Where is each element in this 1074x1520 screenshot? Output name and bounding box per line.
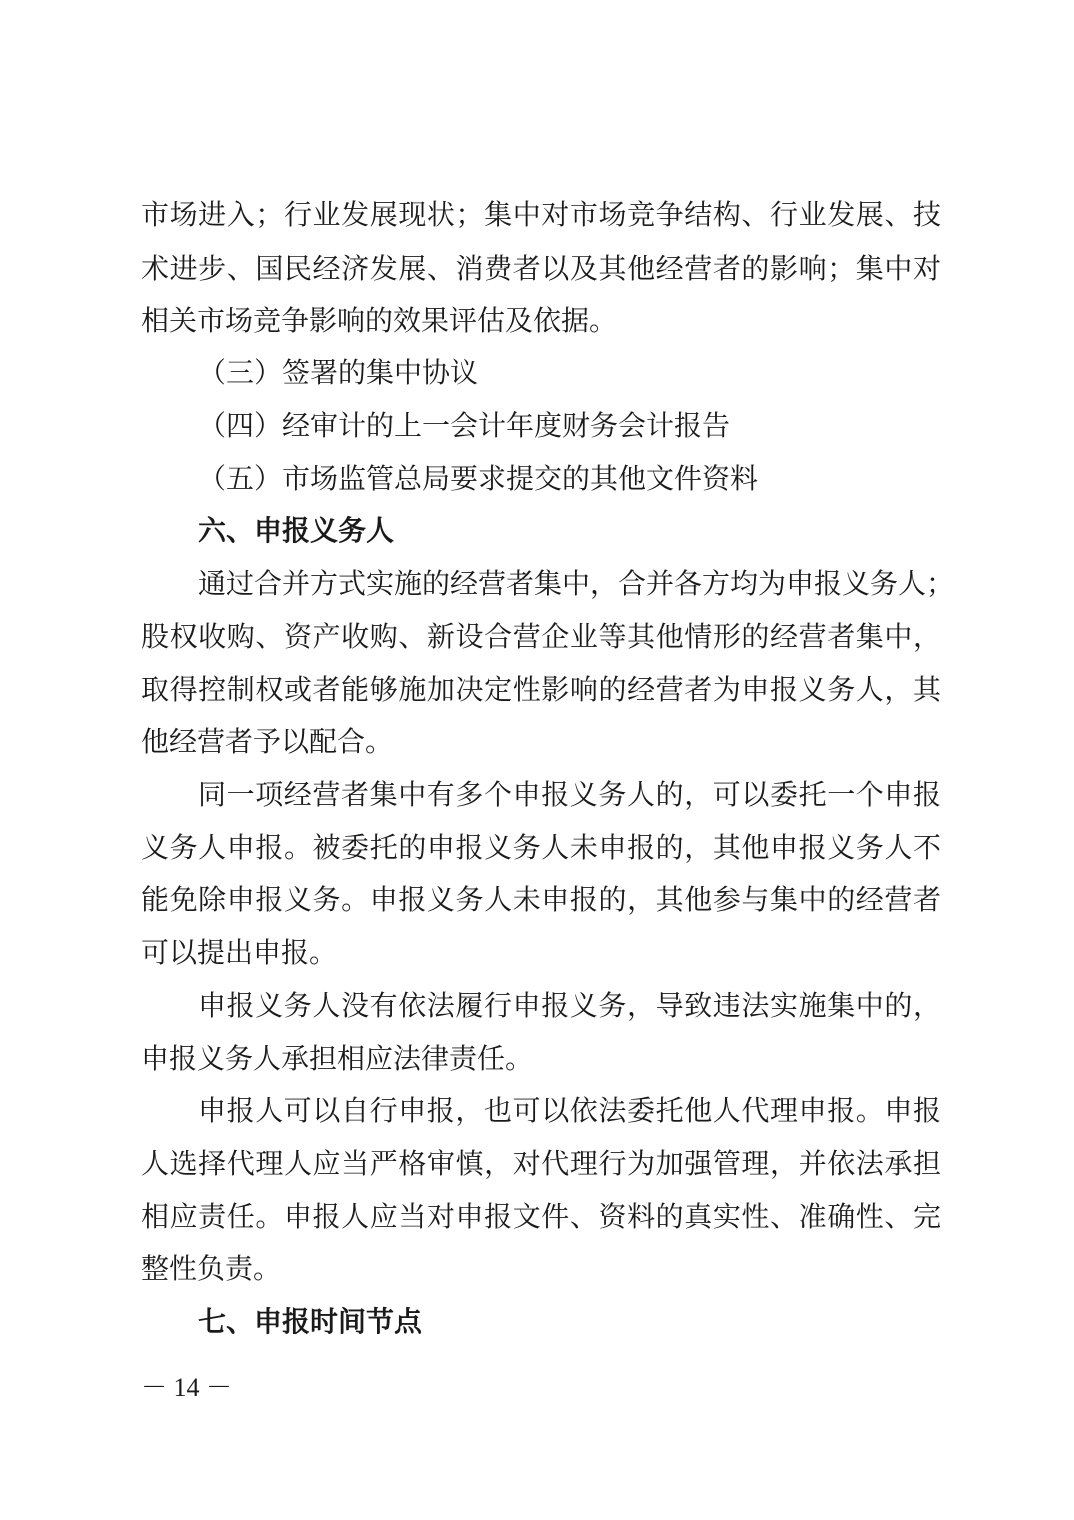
body-text-line: 义务人申报。被委托的申报义务人未申报的，其他申报义务人不: [141, 831, 941, 864]
body-text-line: 通过合并方式实施的经营者集中，合并各方均为申报义务人；: [198, 567, 955, 600]
body-text-line: 术进步、国民经济发展、消费者以及其他经营者的影响；集中对: [141, 252, 941, 285]
list-item-five: （五）市场监管总局要求提交的其他文件资料: [198, 462, 759, 495]
page-number: － 14 －: [141, 1373, 233, 1402]
body-text-line: 能免除申报义务。申报义务人未申报的，其他参与集中的经营者: [141, 883, 941, 916]
body-text-line: 人选择代理人应当严格审慎，对代理行为加强管理，并依法承担: [141, 1147, 941, 1180]
body-text-line: 同一项经营者集中有多个申报义务人的，可以委托一个申报: [198, 778, 941, 811]
body-text-line: 可以提出申报。: [141, 936, 338, 969]
body-text-line: 申报人可以自行申报，也可以依法委托他人代理申报。申报: [198, 1094, 941, 1127]
section-heading-six: 六、申报义务人: [198, 514, 395, 547]
body-text-line: 市场进入；行业发展现状；集中对市场竞争结构、行业发展、技: [141, 198, 941, 231]
body-text-line: 相关市场竞争影响的效果评估及依据。: [141, 304, 618, 337]
body-text-line: 相应责任。申报人应当对申报文件、资料的真实性、准确性、完: [141, 1200, 941, 1233]
list-item-four: （四）经审计的上一会计年度财务会计报告: [198, 409, 731, 442]
body-text-line: 股权收购、资产收购、新设合营企业等其他情形的经营者集中，: [141, 620, 941, 653]
body-text-line: 取得控制权或者能够施加决定性影响的经营者为申报义务人，其: [141, 673, 941, 706]
section-heading-seven: 七、申报时间节点: [198, 1305, 423, 1338]
body-text-line: 申报义务人没有依法履行申报义务，导致违法实施集中的，: [198, 989, 941, 1022]
body-text-line: 申报义务人承担相应法律责任。: [141, 1042, 534, 1075]
list-item-three: （三）签署的集中协议: [198, 356, 479, 389]
body-text-line: 他经营者予以配合。: [141, 725, 394, 758]
body-text-line: 整性负责。: [141, 1252, 282, 1285]
